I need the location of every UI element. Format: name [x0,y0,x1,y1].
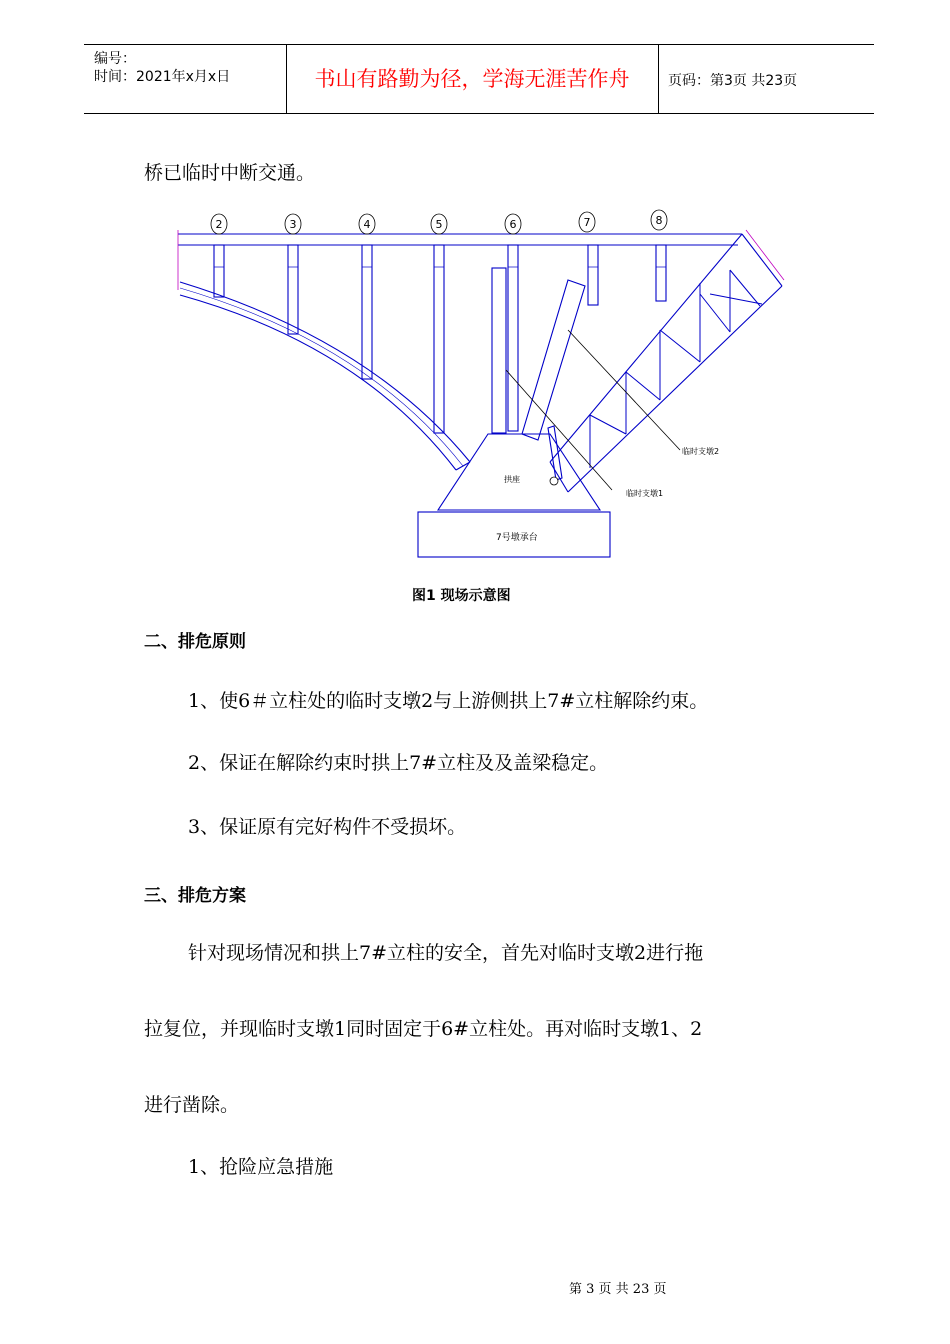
column-label-5: 5 [435,218,443,231]
temp-pier-vertical [492,268,506,433]
header-time-label: 时间：2021年x月x日 [94,69,231,85]
column-2 [214,245,224,297]
label-temp-pier-2: 临时支墩2 [682,447,720,456]
column-5 [434,245,444,433]
section3-para-line-2: 拉复位，并现临时支墩1同时固定于6#立柱处。再对临时支墩1、2 [144,1018,703,1040]
temp-pier-2-tilted [522,280,585,440]
label-pier-cap: 7号墩承台 [496,533,538,543]
truss-bottom-chord [568,286,782,492]
header-motto: 书山有路勤为径，学海无涯苦作舟 [314,67,630,91]
column-label-2: 2 [215,218,223,231]
intro-line: 桥已临时中断交通。 [144,162,316,184]
column-6 [508,245,518,431]
column-8 [656,245,666,301]
header-top-rule [84,44,874,45]
footer-page-number: 第 3 页 共 23 页 [569,1282,667,1297]
section3-para-line-1: 针对现场情况和拱上7#立柱的安全，首先对临时支墩2进行拖 [188,942,704,964]
column-label-6: 6 [509,218,517,231]
header-number-label: 编号： [94,51,136,67]
header-bottom-rule [84,113,874,114]
column-label-8: 8 [655,214,663,227]
arch-mid-curve [180,288,463,466]
column-4 [362,245,372,379]
section3-heading: 三、排危方案 [144,886,246,906]
figure-caption: 图1 现场示意图 [412,588,511,604]
arch-seat [438,434,600,510]
column-label-7: 7 [583,216,591,229]
deck-end-edge [742,234,782,286]
section3-para-line-3: 进行凿除。 [144,1094,240,1116]
header-divider-right [658,44,659,113]
arch-lower-curve [180,295,456,470]
section2-item-1: 1、使6＃立柱处的临时支墩2与上游侧拱上7#立柱解除约束。 [188,690,709,712]
truss-top-chord [550,234,742,462]
column-label-3: 3 [289,218,297,231]
section2-item-2: 2、保证在解除约束时拱上7#立柱及及盖梁稳定。 [188,752,609,774]
header-page-label: 页码：第3页 共23页 [668,73,798,89]
bridge-diagram [170,200,790,570]
section2-heading: 二、排危原则 [144,632,246,652]
label-temp-pier-1: 临时支墩1 [626,489,664,498]
column-7 [588,245,598,305]
column-label-4: 4 [363,218,371,231]
column-3 [288,245,298,334]
label-arch-seat: 拱座 [504,475,520,484]
section2-item-3: 3、保证原有完好构件不受损坏。 [188,816,467,838]
section3-sub-item: 1、抢险应急措施 [188,1156,334,1178]
